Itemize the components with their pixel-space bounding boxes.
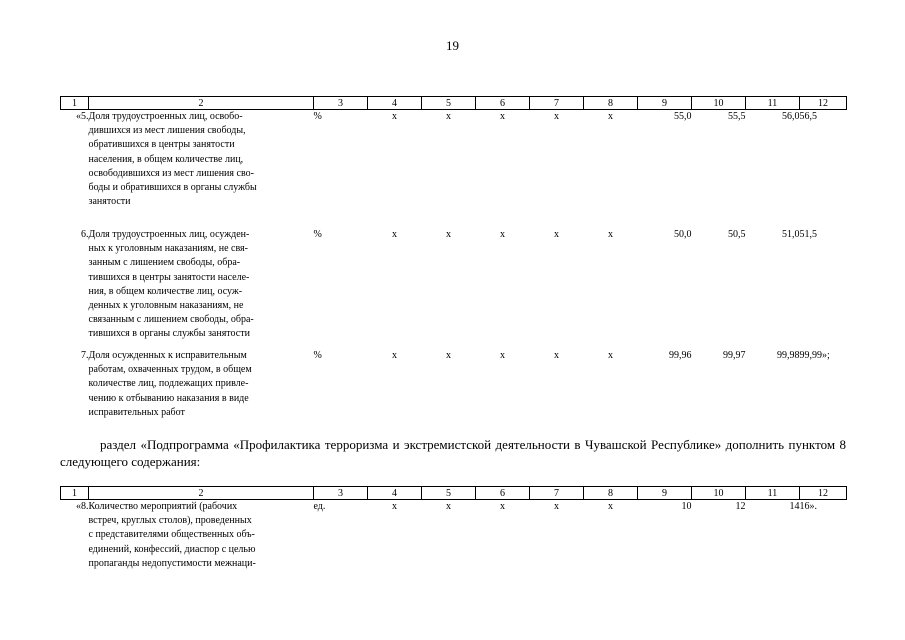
header-cell: 3 — [314, 487, 368, 500]
header-cell: 2 — [89, 487, 314, 500]
table-row — [61, 349, 847, 425]
empty-mark-cell: х — [392, 111, 397, 122]
empty-mark-cell: х — [500, 229, 505, 240]
text-line: пропаганды недопустимости межнаци- — [88, 557, 256, 569]
header-cell: 10 — [692, 97, 746, 110]
empty-mark-cell: х — [554, 501, 559, 512]
text-line: занным с лишением свободы, обра- — [88, 257, 241, 269]
value-cell: 51,5 — [799, 229, 817, 240]
empty-mark-cell: х — [554, 350, 559, 361]
paragraph-text: раздел «Подпрограмма «Профилактика терроризма и экстремистской деятельности в Чувашской Республике» дополнить пунктом 8 следующего содержания: — [60, 437, 846, 469]
header-cell: 9 — [638, 487, 692, 500]
value-cell: 16». — [799, 501, 817, 512]
text-line: с представителями общественных объ- — [88, 529, 255, 541]
header-cell: 1 — [61, 97, 89, 110]
value-cell: 50,5 — [728, 229, 746, 240]
header-cell: 11 — [746, 487, 800, 500]
header-cell: 5 — [422, 97, 476, 110]
row-number: 7. — [81, 350, 89, 361]
empty-mark-cell: х — [500, 501, 505, 512]
value-cell: 55,0 — [674, 111, 692, 122]
text-line: ных к уголовным наказаниям, не свя- — [88, 243, 248, 255]
header-cell: 1 — [61, 487, 89, 500]
empty-mark-cell: х — [392, 229, 397, 240]
header-cell: 5 — [422, 487, 476, 500]
text-line: обратившихся в центры занятости — [88, 139, 235, 151]
text-line: занятости — [88, 196, 131, 208]
value-cell: 56,5 — [799, 111, 817, 122]
text-line: исправительных работ — [88, 406, 185, 418]
empty-mark-cell: х — [500, 111, 505, 122]
header-cell: 8 — [584, 487, 638, 500]
indicator-name — [89, 349, 314, 425]
text-line: населения, в общем количестве лиц, — [88, 153, 244, 165]
text-line: работам, охваченных трудом, в общем — [88, 364, 252, 376]
value-cell: 50,0 — [674, 229, 692, 240]
amendment-paragraph — [60, 436, 846, 470]
value-cell: 56,0 — [782, 111, 800, 122]
value-cell: 99,99»; — [799, 350, 830, 361]
unit-cell: ед. — [313, 501, 326, 512]
text-line: ния, в общем количестве лиц, осуж- — [88, 285, 243, 297]
text-line: Доля осужденных к исправительным — [88, 350, 247, 361]
table-row — [61, 110, 847, 229]
text-line: дившихся из мест лишения свободы, — [88, 125, 246, 137]
text-line: тившихся в органы службы занятости — [88, 328, 250, 340]
text-line: чению к отбыванию наказания в виде — [88, 392, 249, 404]
header-cell: 9 — [638, 97, 692, 110]
text-line: единений, конфессий, диаспор с целью — [88, 543, 256, 555]
unit-cell: % — [313, 350, 322, 361]
value-cell: 10 — [681, 501, 692, 512]
table-header-row — [61, 97, 847, 110]
text-line: количестве лиц, подлежащих привле- — [88, 378, 249, 390]
indicators-table-1 — [60, 96, 847, 425]
indicator-name — [89, 228, 314, 349]
row-number: «5. — [76, 111, 89, 122]
header-cell: 12 — [800, 487, 847, 500]
text-line: освободившихся из мест лишения сво- — [88, 167, 254, 179]
text-line: Доля трудоустроенных лиц, освобо- — [88, 111, 243, 122]
header-cell: 10 — [692, 487, 746, 500]
indicators-table-2 — [60, 486, 847, 571]
header-cell: 3 — [314, 97, 368, 110]
header-cell: 6 — [476, 487, 530, 500]
header-cell: 6 — [476, 97, 530, 110]
unit-cell: % — [313, 229, 322, 240]
table-row — [61, 500, 847, 572]
value-cell: 12 — [735, 501, 746, 512]
header-cell: 8 — [584, 97, 638, 110]
table-header-row — [61, 487, 847, 500]
header-cell: 4 — [368, 97, 422, 110]
text-line: встреч, круглых столов), проведенных — [88, 515, 252, 527]
empty-mark-cell: х — [608, 229, 613, 240]
empty-mark-cell: х — [392, 350, 397, 361]
header-cell: 7 — [530, 97, 584, 110]
header-cell: 4 — [368, 487, 422, 500]
value-cell: 51,0 — [782, 229, 800, 240]
indicator-name — [89, 110, 314, 229]
value-cell: 14 — [789, 501, 800, 512]
empty-mark-cell: х — [500, 350, 505, 361]
text-line: денных к уголовным наказаниям, не — [88, 300, 244, 312]
header-cell: 2 — [89, 97, 314, 110]
header-cell: 12 — [800, 97, 847, 110]
row-number: 6. — [81, 229, 89, 240]
text-line: тившихся в центры занятости населе- — [88, 271, 250, 283]
unit-cell: % — [313, 111, 322, 122]
empty-mark-cell: х — [608, 350, 613, 361]
indicator-name — [89, 500, 314, 572]
empty-mark-cell: х — [608, 501, 613, 512]
page-number: 19 — [446, 38, 459, 53]
header-cell: 11 — [746, 97, 800, 110]
text-line: Доля трудоустроенных лиц, осужден- — [88, 229, 250, 240]
empty-mark-cell: х — [554, 111, 559, 122]
value-cell: 99,97 — [723, 350, 746, 361]
empty-mark-cell: х — [446, 229, 451, 240]
empty-mark-cell: х — [608, 111, 613, 122]
text-line: боды и обратившихся в органы службы — [88, 182, 257, 194]
table-row — [61, 228, 847, 349]
value-cell: 99,96 — [669, 350, 692, 361]
text-line: связанным с лишением свободы, обра- — [88, 314, 254, 326]
value-cell: 55,5 — [728, 111, 746, 122]
header-cell: 7 — [530, 487, 584, 500]
empty-mark-cell: х — [446, 501, 451, 512]
empty-mark-cell: х — [446, 350, 451, 361]
row-number: «8. — [76, 501, 89, 512]
value-cell: 99,98 — [777, 350, 800, 361]
empty-mark-cell: х — [554, 229, 559, 240]
text-line: Количество мероприятий (рабочих — [88, 501, 238, 512]
empty-mark-cell: х — [446, 111, 451, 122]
empty-mark-cell: х — [392, 501, 397, 512]
